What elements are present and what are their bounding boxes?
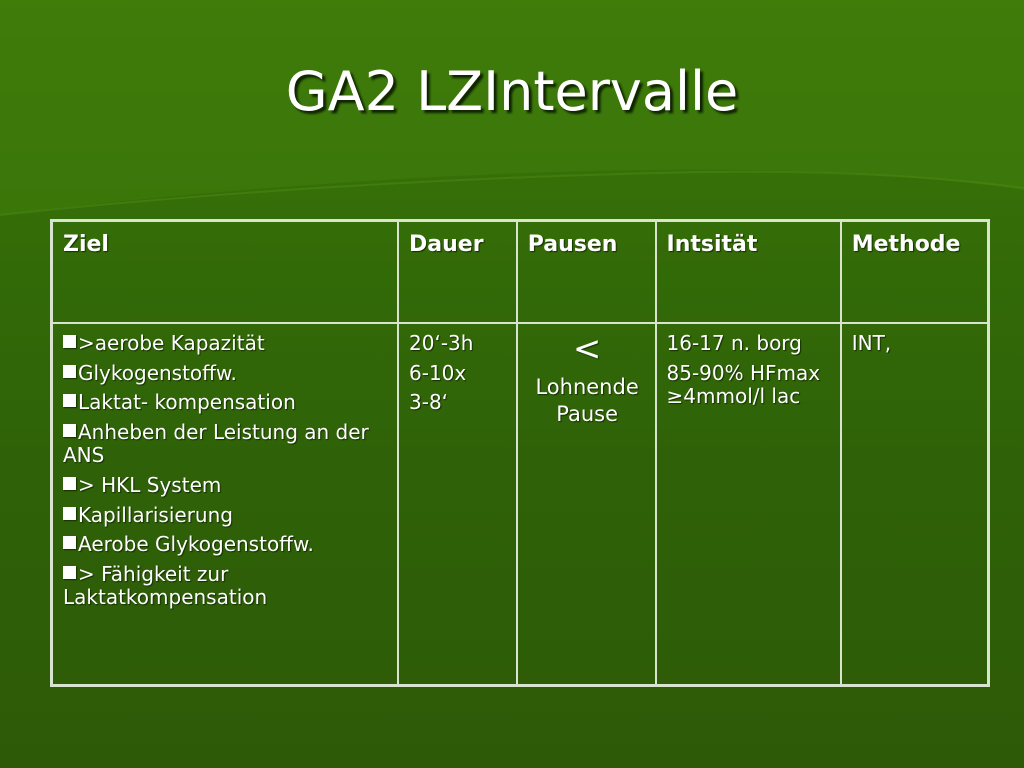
list-item: INT, <box>851 331 892 355</box>
list-item: Glykogenstoffw. <box>63 362 389 386</box>
header-intensitaet: Intsität <box>656 221 841 324</box>
list-item: Laktat- kompensation <box>63 391 389 415</box>
less-than-symbol: < <box>572 329 602 369</box>
square-bullet-icon <box>63 507 76 520</box>
list-item: 3-8‘ <box>409 390 449 415</box>
header-pausen: Pausen <box>517 221 656 324</box>
header-dauer: Dauer <box>398 221 517 324</box>
list-item: 85-90% HFmax ≥4mmol/l lac <box>666 360 821 409</box>
square-bullet-icon <box>63 335 76 348</box>
square-bullet-icon <box>63 424 76 437</box>
square-bullet-icon <box>63 536 76 549</box>
cell-intensitaet <box>656 323 841 686</box>
list-item: 16-17 n. borg <box>666 331 802 355</box>
slide-title: GA2 LZIntervalle <box>285 60 739 123</box>
list-item: >aerobe Kapazität <box>63 332 389 356</box>
list-item: > Fähigkeit zur Laktatkompensation <box>63 561 268 610</box>
list-item: 20‘-3h <box>409 331 474 355</box>
cell-methode <box>841 323 989 686</box>
list-item: 6-10x <box>409 360 467 385</box>
square-bullet-icon <box>63 365 76 378</box>
cell-ziel <box>52 323 399 686</box>
header-methode: Methode <box>841 221 989 324</box>
cell-pausen <box>517 323 656 686</box>
square-bullet-icon <box>63 394 76 407</box>
square-bullet-icon <box>63 566 76 579</box>
table-row <box>52 323 989 686</box>
pause-text: Lohnende Pause <box>535 375 639 427</box>
header-ziel: Ziel <box>52 221 399 324</box>
training-table <box>50 219 990 687</box>
table-header-row <box>52 221 989 324</box>
square-bullet-icon <box>63 477 76 490</box>
list-item: > HKL System <box>63 474 389 498</box>
list-item: Kapillarisierung <box>63 504 389 528</box>
list-item: Anheben der Leistung an der ANS <box>63 419 369 468</box>
cell-dauer <box>398 323 517 686</box>
list-item: Aerobe Glykogenstoffw. <box>63 533 389 557</box>
